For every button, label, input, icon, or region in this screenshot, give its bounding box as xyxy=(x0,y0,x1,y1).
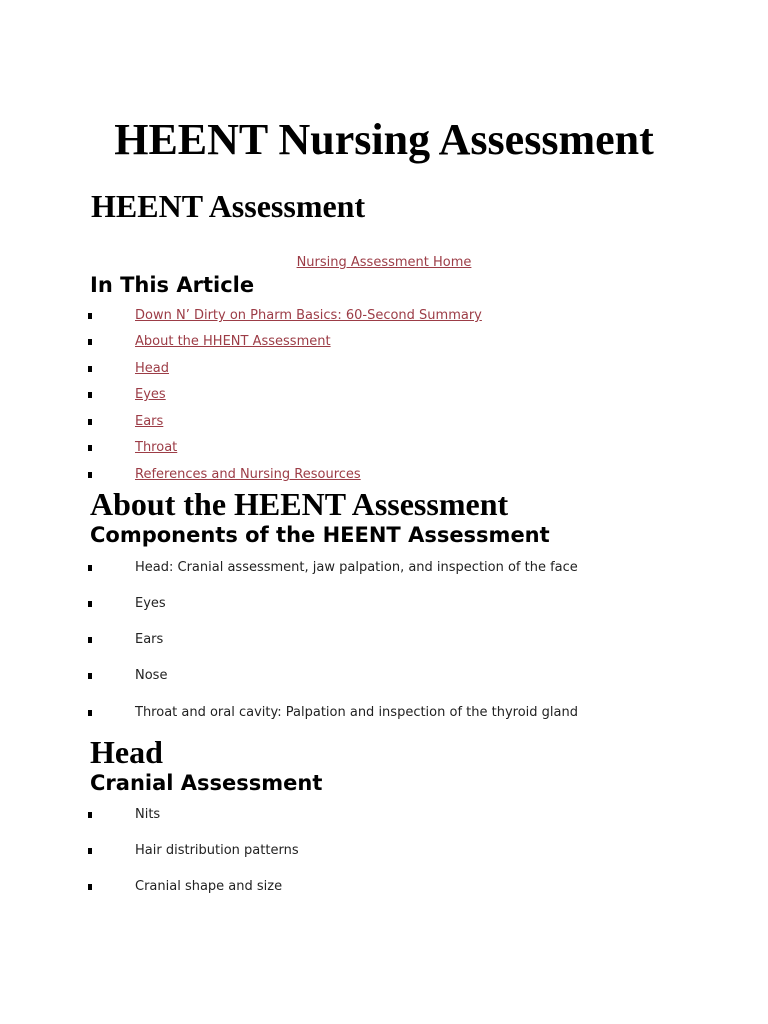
toc-link-head[interactable]: Head xyxy=(135,361,169,376)
toc-link-about[interactable]: About the HHENT Assessment xyxy=(135,334,331,349)
toc-link-pharm-basics[interactable]: Down N’ Dirty on Pharm Basics: 60-Second Summary xyxy=(135,308,482,323)
list-item-text: Hair distribution patterns xyxy=(135,843,299,858)
head-heading: Head xyxy=(90,734,163,770)
bullet-icon xyxy=(88,673,92,679)
bullet-icon xyxy=(88,848,92,854)
bullet-icon xyxy=(88,339,92,345)
list-item-text: Nose xyxy=(135,668,168,683)
toc-link-eyes[interactable]: Eyes xyxy=(135,387,166,402)
list-item-text: Nits xyxy=(135,807,161,822)
list-item-text: Eyes xyxy=(135,596,166,611)
bullet-icon xyxy=(88,710,92,716)
toc-link-references[interactable]: References and Nursing Resources xyxy=(135,467,361,482)
bullet-icon xyxy=(88,812,92,818)
toc-link-throat[interactable]: Throat xyxy=(135,440,178,455)
list-item-text: Cranial shape and size xyxy=(135,879,283,894)
toc-link-ears[interactable]: Ears xyxy=(135,414,164,429)
about-heading: About the HEENT Assessment xyxy=(90,486,509,522)
page-title: HEENT Nursing Assessment xyxy=(114,115,654,164)
bullet-icon xyxy=(88,472,92,478)
bullet-icon xyxy=(88,565,92,571)
bullet-icon xyxy=(88,637,92,643)
list-item-text: Ears xyxy=(135,632,164,647)
toc-heading: In This Article xyxy=(90,273,255,297)
bullet-icon xyxy=(88,884,92,890)
list-item-text: Throat and oral cavity: Palpation and inspection of the thyroid gland xyxy=(135,705,578,720)
nursing-assessment-home-link[interactable]: Nursing Assessment Home xyxy=(296,255,472,270)
bullet-icon xyxy=(88,601,92,607)
components-heading: Components of the HEENT Assessment xyxy=(90,523,550,547)
bullet-icon xyxy=(88,419,92,425)
cranial-heading: Cranial Assessment xyxy=(90,771,323,795)
section-heading: HEENT Assessment xyxy=(91,188,366,224)
list-item-text: Head: Cranial assessment, jaw palpation, and inspection of the face xyxy=(135,560,578,575)
bullet-icon xyxy=(88,392,92,398)
bullet-icon xyxy=(88,445,92,451)
bullet-icon xyxy=(88,366,92,372)
bullet-icon xyxy=(88,313,92,319)
